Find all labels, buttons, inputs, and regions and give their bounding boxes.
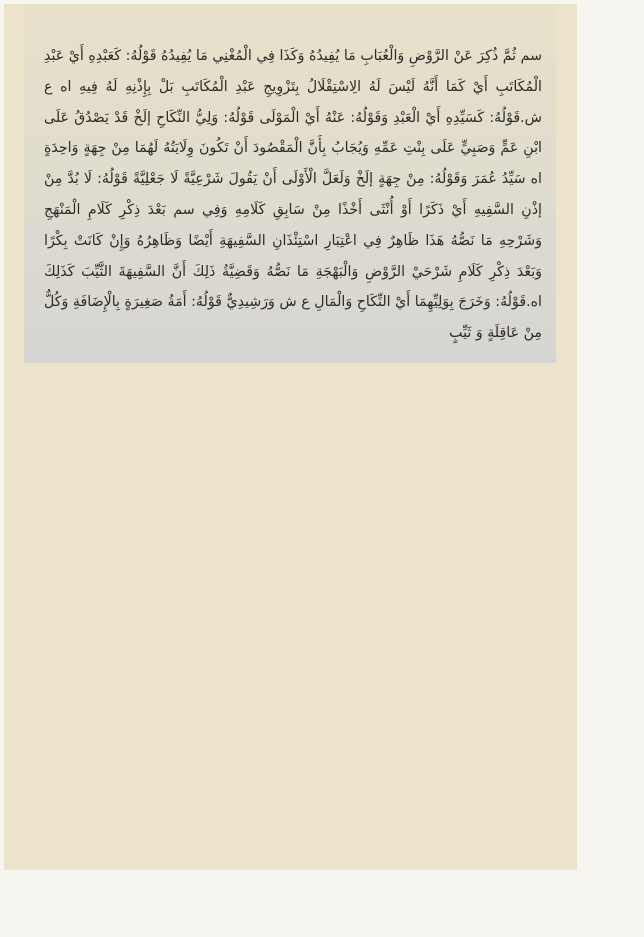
document-page	[4, 4, 577, 870]
text-block	[24, 4, 556, 363]
body-paragraph: سم ثُمَّ ذُكِرَ عَنْ الرَّوْضِ وَالْعُبَابِ مَا يُفِيدُهُ وَكَذَا فِي الْمُغْنِي مَا يُفِيدُهُ قَوْلُهُ: كَعَبْدِهِ أَيْ عَبْدِ الْمُكَاتَبِ أَيْ كَمَا أَنَّهُ لَيْسَ لَهُ الِاسْتِقْلَالُ بِتَزْوِيجِ عَبْدِ الْمُكَاتَبِ بَلْ بِإِذْنِهِ لَهُ فِيهِ اه ع ش.قَوْلُهُ: كَسَيِّدِهِ أَيْ الْعَبْدِ وَقَوْلُهُ: عَنْهُ أَيْ الْمَوْلَى قَوْلُهُ: وَلِيُّ النِّكَاحِ إلَخْ قَدْ يَصْدُقُ عَلَى ابْنِ عَمٍّ وَصَبِيٍّ عَلَى بِنْتِ عَمِّهِ وَيُجَابُ بِأَنَّ الْمَقْصُودَ أَنْ تَكُونَ وِلَايَتُهُ لَهُمَا مِنْ جِهَةٍ وَاحِدَةٍ اه سَيِّدُ عُمَرَ وَقَوْلُهُ: مِنْ جِهَةٍ إلَخْ وَلَعَلَّ الْأَوْلَى أَنْ يَقُولَ شَرْعِيَّةً لَا جَعْلِيَّةً قَوْلُهُ: لَا بُدَّ مِنْ إذْنِ السَّفِيهِ أَيْ ذَكَرًا أَوْ أُنْثَى أَخْذًا مِنْ سَابِقِ كَلَامِهِ وَفِي سم بَعْدَ ذِكْرِ كَلَامِ الْمَنْهَجِ وَشَرْحِهِ مَا نَصُّهُ هَذَا ظَاهِرٌ فِي اعْتِبَارِ اسْتِئْذَانِ السَّفِيهَةِ أَيْضًا وَظَاهِرُهُ وَإِنْ كَانَتْ بِكْرًا وَبَعْدَ ذِكْرِ كَلَامِ شَرْحَيْ الرَّوْضِ وَالْبَهْجَةِ مَا نَصُّهُ وَقَضِيَّةُ ذَلِكَ أَنَّ السَّفِيهَةَ الثَّيِّبَ كَذَلِكَ اه.قَوْلُهُ: وَخَرَجَ بِوَلِيِّهِمَا أَيْ النِّكَاحِ وَالْمَالِ ع ش وَرَشِيدِيٌّ قَوْلُهُ: أَمَةُ صَغِيرَةٍ بِالْإِضَافَةِ وَكُلٌّ مِنْ عَاقِلَةٍ وَ ثَيِّبٍ	[44, 48, 542, 342]
